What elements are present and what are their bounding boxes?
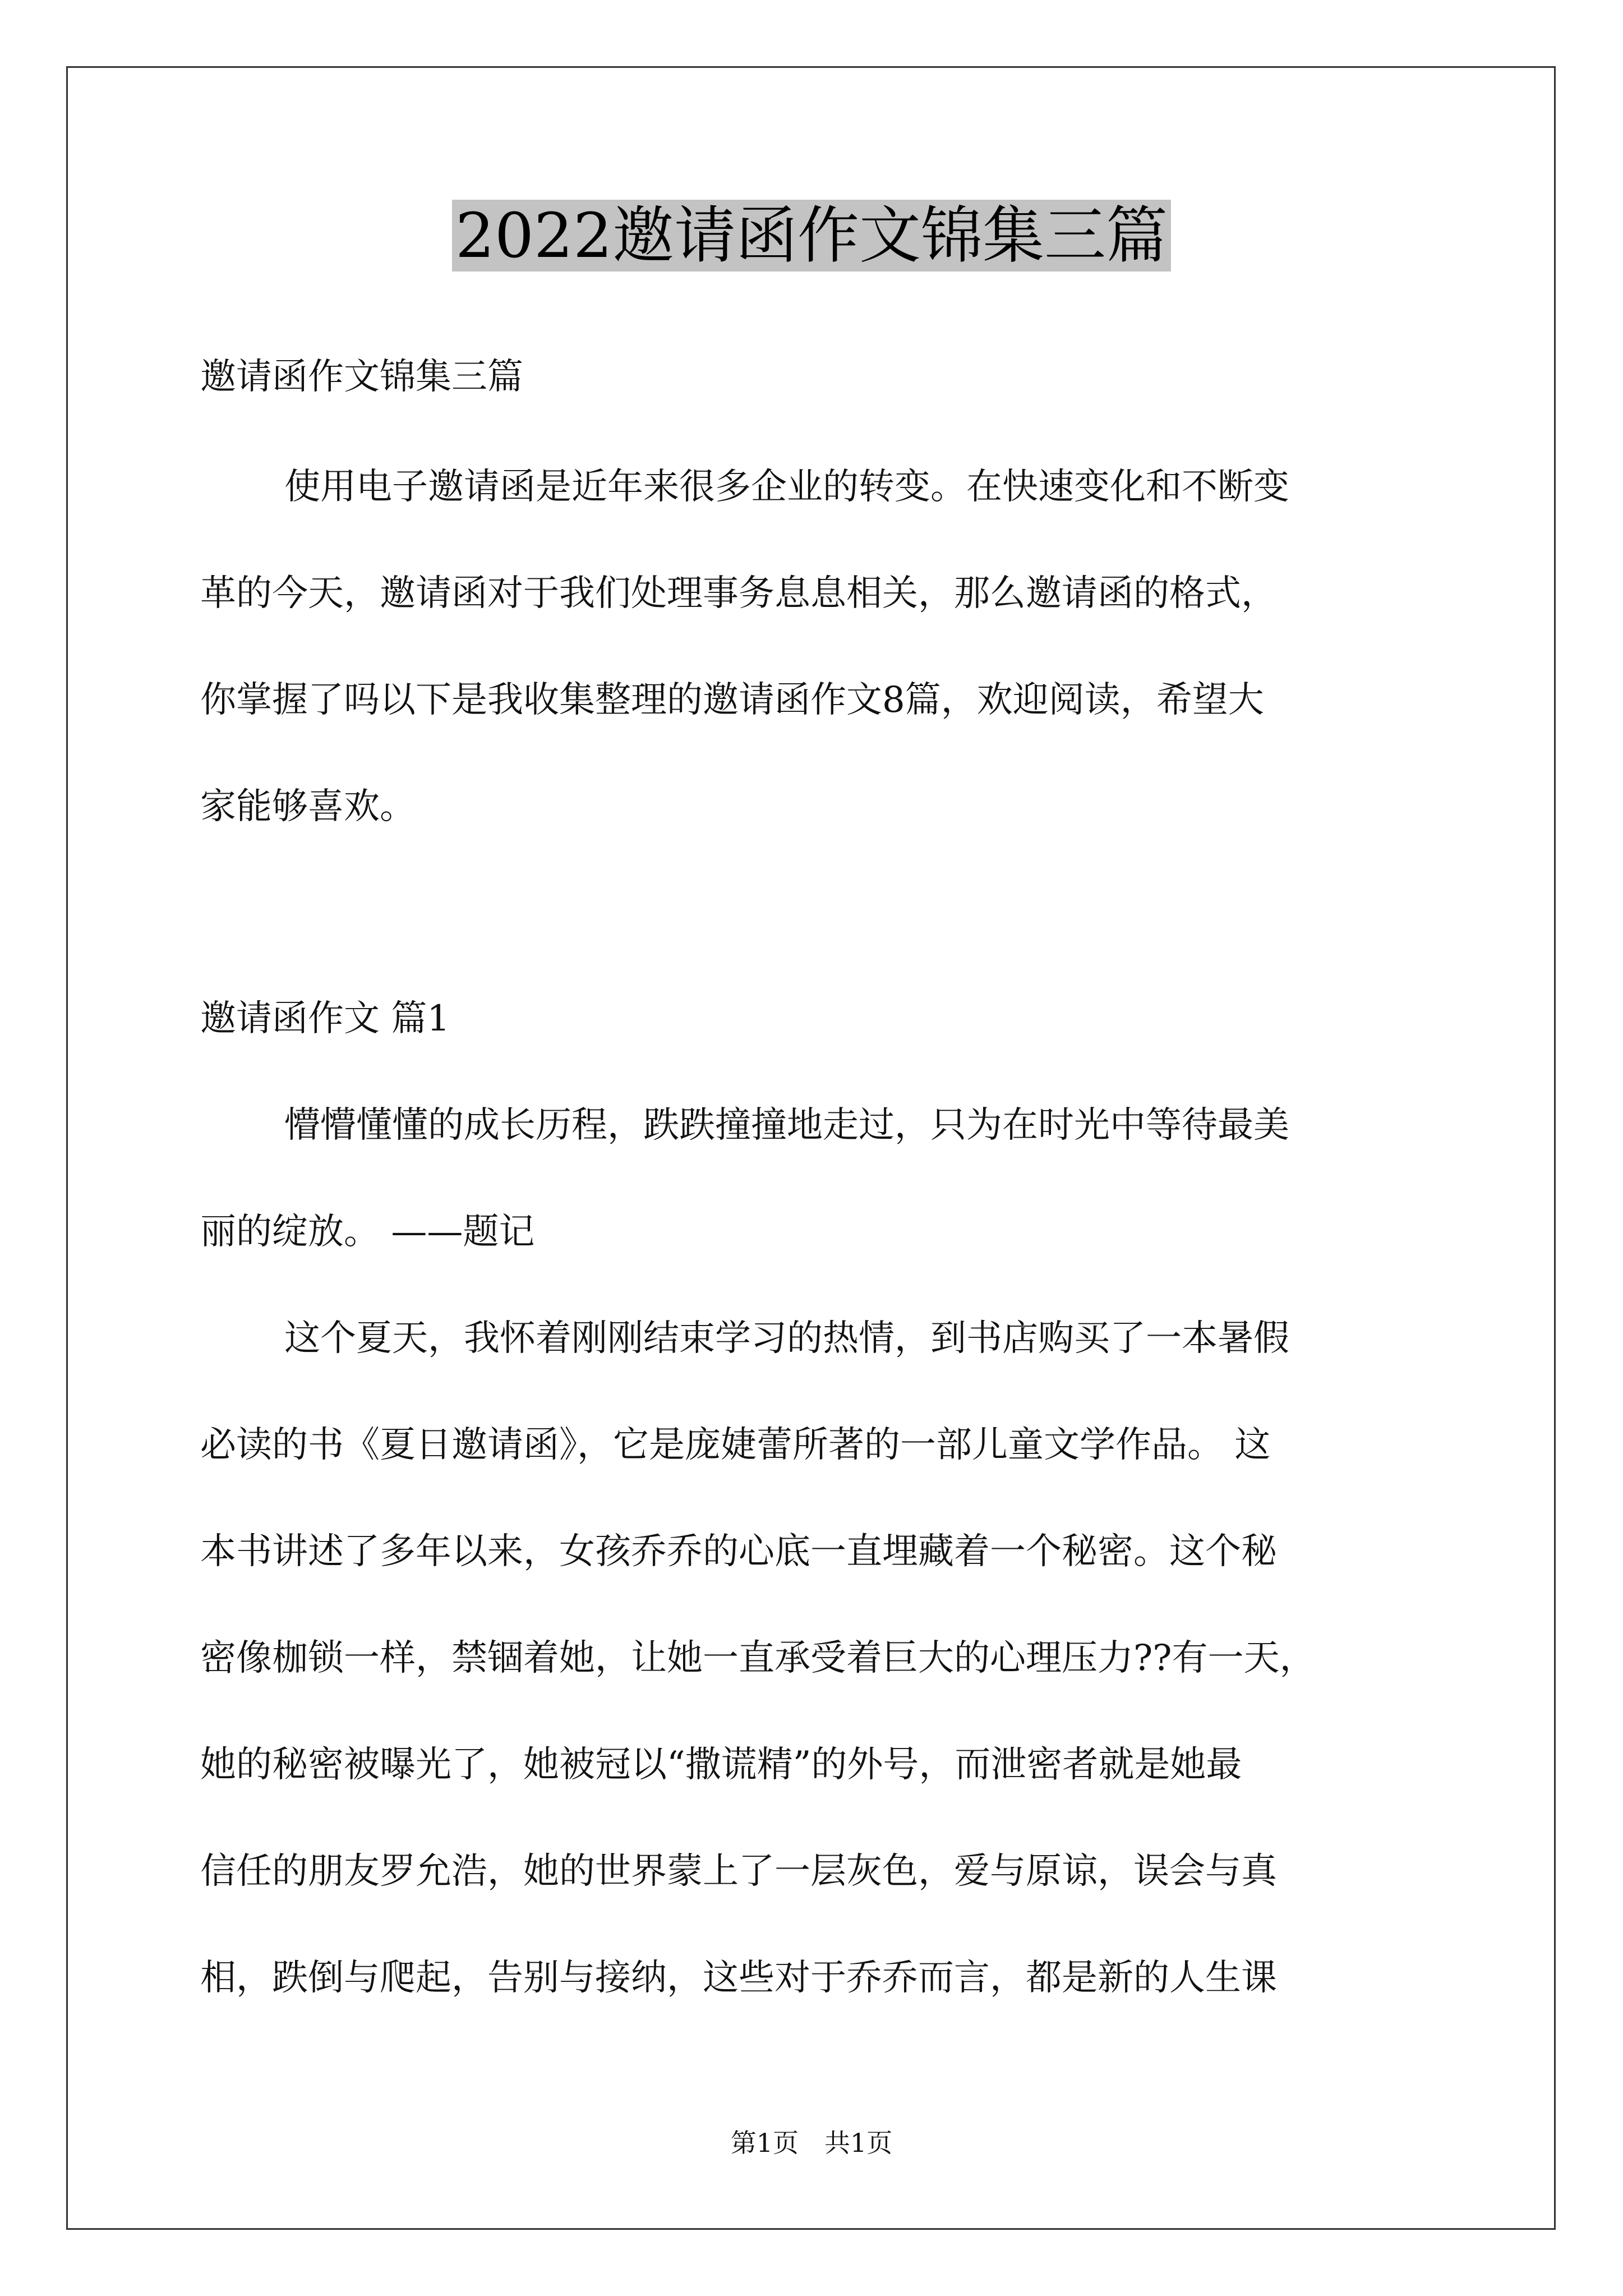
document-title bbox=[0, 194, 1623, 278]
intro-line: 你掌握了吗以下是我收集整理的邀请函作文8篇，欢迎阅读，希望大 bbox=[200, 679, 1264, 721]
epigraph-line: 懵懵懂懂的成长历程，跌跌撞撞地走过，只为在时光中等待最美 bbox=[284, 1105, 1289, 1146]
body-line: 必读的书《夏日邀请函》，它是庞婕蕾所著的一部儿童文学作品。 这 bbox=[200, 1424, 1271, 1466]
body-line: 她的秘密被曝光了，她被冠以“撒谎精”的外号，而泄密者就是她最 bbox=[200, 1744, 1242, 1786]
body-line: 本书讲述了多年以来，女孩乔乔的心底一直埋藏着一个秘密。这个秘 bbox=[200, 1531, 1277, 1572]
epigraph-line: 丽的绽放。 ——题记 bbox=[200, 1211, 535, 1253]
body-line: 信任的朋友罗允浩，她的世界蒙上了一层灰色，爱与原谅，误会与真 bbox=[200, 1851, 1277, 1892]
section-heading: 邀请函作文 篇1 bbox=[200, 998, 450, 1039]
body-line: 密像枷锁一样，禁锢着她，让她一直承受着巨大的心理压力??有一天， bbox=[200, 1637, 1316, 1679]
page-footer: 第1页 共1页 bbox=[730, 2128, 893, 2158]
intro-line: 家能够喜欢。 bbox=[200, 786, 416, 827]
document-title-text: 2022邀请函作文锦集三篇 bbox=[452, 200, 1171, 272]
intro-line: 使用电子邀请函是近年来很多企业的转变。在快速变化和不断变 bbox=[284, 466, 1289, 508]
body-line: 相，跌倒与爬起，告别与接纳，这些对于乔乔而言，都是新的人生课 bbox=[200, 1957, 1277, 1999]
body-line: 这个夏天，我怀着刚刚结束学习的热情，到书店购买了一本暑假 bbox=[284, 1318, 1289, 1359]
intro-line: 革的今天，邀请函对于我们处理事务息息相关，那么邀请函的格式， bbox=[200, 573, 1277, 614]
document-subtitle: 邀请函作文锦集三篇 bbox=[200, 356, 523, 398]
